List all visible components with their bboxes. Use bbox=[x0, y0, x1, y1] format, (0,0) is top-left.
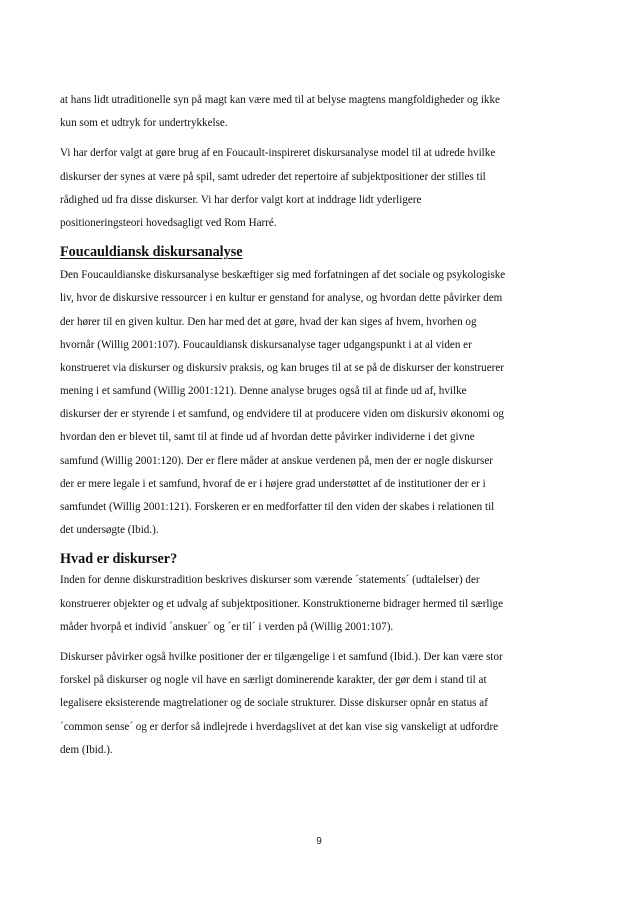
text-line: Vi har derfor valgt at gøre brug af en Foucault-inspireret diskursanalyse model til at udrede hvilke bbox=[60, 147, 496, 160]
document-page bbox=[60, 89, 580, 769]
text-line: rådighed ud fra disse diskurser. Vi har derfor valgt kort at inddrage lidt yderligere bbox=[60, 193, 422, 206]
paragraph-method-choice bbox=[60, 142, 580, 235]
text-line: at hans lidt utraditionelle syn på magt kan være med til at belyse magtens mangfoldigheder og ikke bbox=[60, 94, 500, 106]
text-line: kun som et udtryk for undertrykkelse. bbox=[60, 117, 228, 130]
text-line: konstruerer objekter og et udvalg af subjektpositioner. Konstruktionerne bidrager hermed til særlige bbox=[60, 597, 504, 610]
text-line: konstrueret via diskurser og diskursiv praksis, og kan bruges til at se på de diskurser der konstruerer bbox=[60, 361, 504, 374]
text-line: liv, hvor de diskursive ressourcer i en kultur er genstand for analyse, og hvordan dette påvirker dem bbox=[60, 292, 503, 305]
text-line: måder hvorpå et individ ´anskuer´ og ´er til´ i verden på (Willig 2001:107). bbox=[60, 620, 394, 633]
page-number: 9 bbox=[316, 836, 322, 847]
text-line: Diskurser påvirker også hvilke positioner der er tilgængelige i et samfund (Ibid.). Der kan være stor bbox=[60, 650, 503, 663]
text-line: hvordan den er blevet til, samt til at finde ud af hvordan dette påvirker individerne i det givne bbox=[60, 431, 475, 444]
text-line: der hører til en given kultur. Den har med det at gøre, hvad der kan siges af hvem, hvorhen og bbox=[60, 315, 477, 328]
text-line: forskel på diskurser og nogle vil have en særligt dominerende karakter, der gør dem i stand til at bbox=[60, 674, 487, 687]
text-line: samfund (Willig 2001:120). Der er flere måder at anskue verdenen på, men der er nogle diskurser bbox=[60, 454, 493, 467]
text-line: mening i et samfund (Willig 2001:121). Denne analyse bruges også til at finde ud af, hvilke bbox=[60, 385, 467, 398]
text-line: der er mere legale i et samfund, hvoraf de er i højere grad understøttet af de institutioner der er i bbox=[60, 477, 486, 490]
text-line: Den Foucauldianske diskursanalyse beskæftiger sig med forfatningen af det sociale og psykologiske bbox=[60, 269, 506, 282]
text-line: Inden for denne diskurstradition beskrives diskurser som værende ´statements´ (udtalelser) der bbox=[60, 574, 480, 587]
text-line: ´common sense´ og er derfor så indlejrede i hverdagslivet at det kan vise sig vanskeligt at udfordre bbox=[60, 720, 499, 733]
paragraph-intro-power bbox=[60, 89, 580, 135]
text-line: det undersøgte (Ibid.). bbox=[60, 524, 159, 537]
text-line: diskurser der er styrende i et samfund, og endvidere til at producere viden om diskursiv økonomi og bbox=[60, 408, 504, 421]
text-line: samfundet (Willig 2001:121). Forskeren er en medforfatter til den viden der skabes i relationen til bbox=[60, 501, 495, 513]
paragraph-foucauldian-analysis bbox=[60, 264, 580, 542]
text-line: positioneringsteori hovedsagligt ved Rom Harré. bbox=[60, 216, 277, 229]
text-line: legalisere eksisterende magtrelationer og de sociale strukturer. Disse diskurser opnår en status af bbox=[60, 697, 488, 710]
paragraph-discourse-positions bbox=[60, 646, 580, 762]
section-heading-what-are-discourses: Hvad er diskurser? bbox=[60, 551, 178, 568]
text-line: hvornår (Willig 2001:107). Foucauldiansk diskursanalyse tager udgangspunkt i at al viden er bbox=[60, 338, 472, 351]
section-heading-foucauldian-analysis: Foucauldiansk diskursanalyse bbox=[60, 244, 243, 261]
text-line: diskurser der synes at være på spil, samt udreder det repertoire af subjektpositioner der stilles til bbox=[60, 170, 486, 183]
paragraph-discourse-definition bbox=[60, 569, 580, 639]
text-line: dem (Ibid.). bbox=[60, 743, 113, 756]
